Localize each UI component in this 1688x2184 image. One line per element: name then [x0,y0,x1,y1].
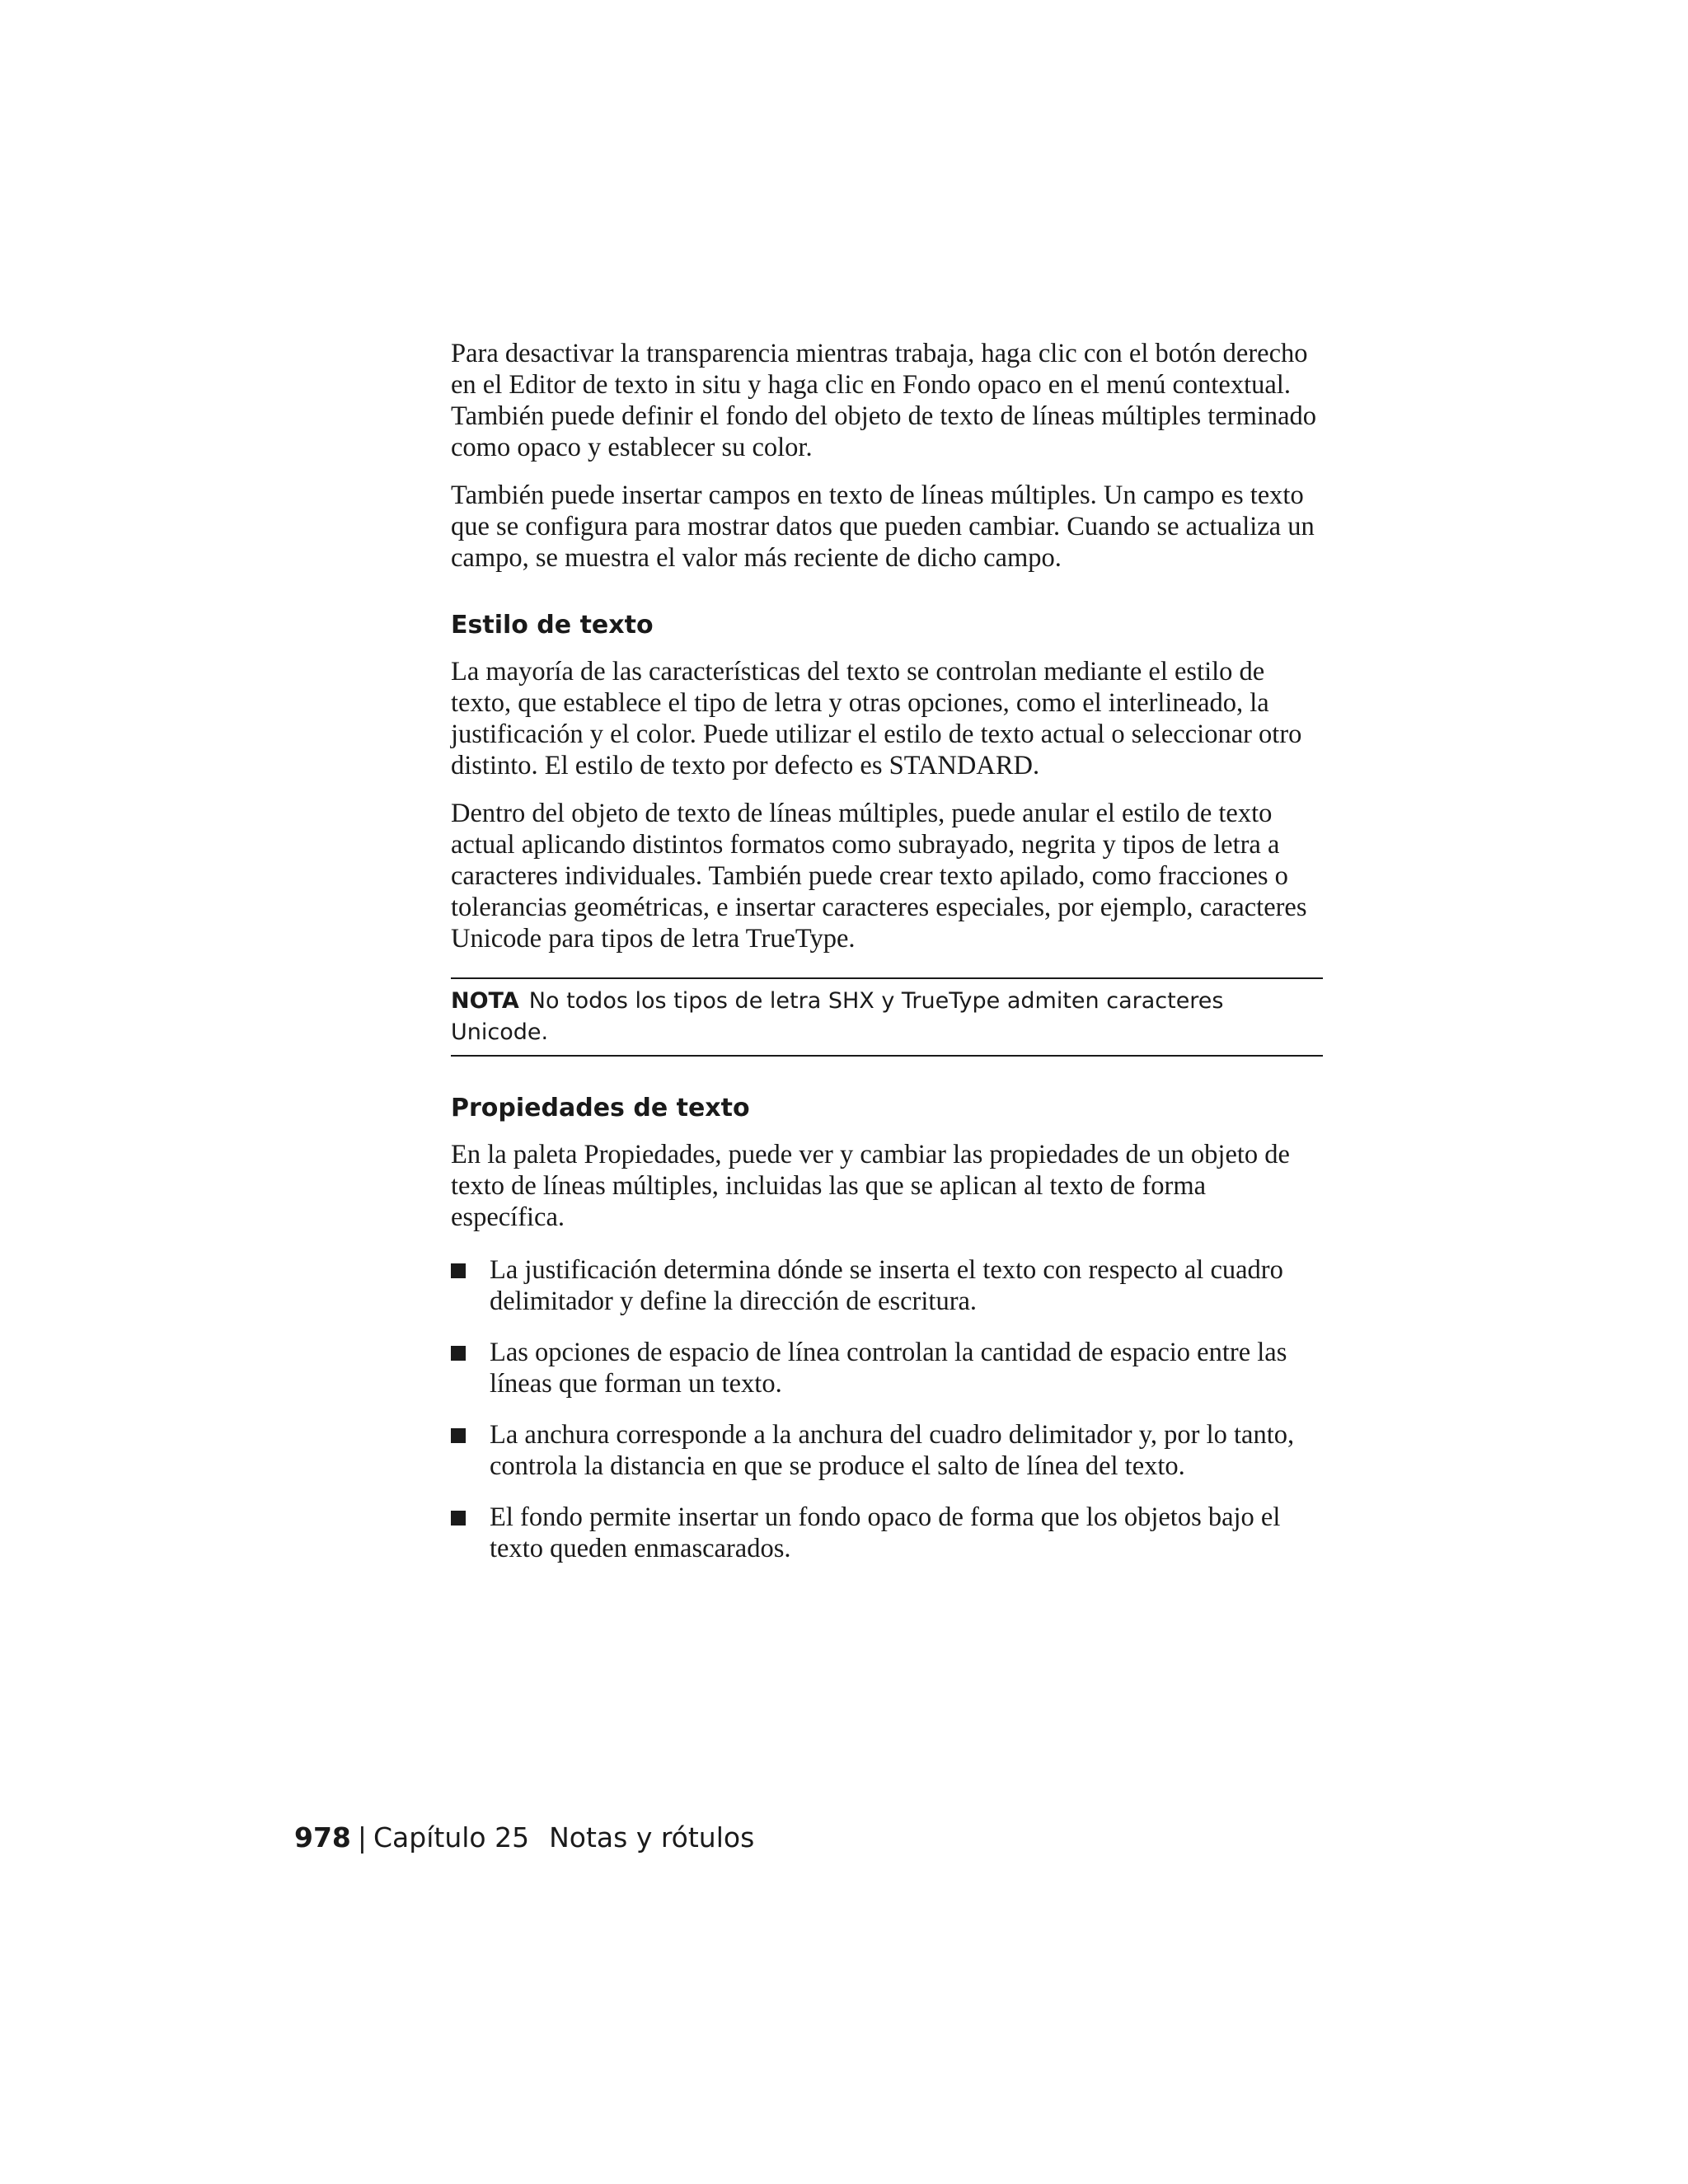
page-number: 978 [294,1821,351,1854]
square-bullet-icon [451,1428,466,1443]
footer-separator: | [357,1821,368,1854]
list-item [451,1254,1323,1317]
note-text: No todos los tipos de letra SHX y TrueType admiten caracteres Unicode. [451,988,1224,1045]
intro-paragraph-1: Para desactivar la transparencia mientras trabaja, haga clic con el botón derecho en el Editor de texto in situ y haga clic en Fondo opaco en el menú contextual. También puede definir el fondo del objeto de texto de líneas múltiples terminado como opaco y establecer su color. [451,339,1317,462]
chapter-label: Capítulo 25 [373,1821,530,1854]
list-item-text: La justificación determina dónde se inserta el texto con respecto al cuadro delimitador y define la dirección de escritura. [490,1255,1283,1316]
propiedades-paragraph: En la paleta Propiedades, puede ver y cambiar las propiedades de un objeto de texto de líneas múltiples, incluidas las que se aplican al texto de forma específica. [451,1140,1290,1232]
intro-paragraph-2: También puede insertar campos en texto de líneas múltiples. Un campo es texto que se configura para mostrar datos que pueden cambiar. Cuando se actualiza un campo, se muestra el valor más reciente de dicho campo. [451,480,1315,573]
chapter-title: Notas y rótulos [549,1821,755,1854]
page-body [451,338,1323,1584]
note-label: NOTA [451,988,519,1014]
list-item [451,1502,1323,1564]
square-bullet-icon [451,1263,466,1278]
properties-bullet-list [451,1254,1323,1564]
estilo-paragraph-1: La mayoría de las características del texto se controlan mediante el estilo de texto, que establece el tipo de letra y otras opciones, como el interlineado, la justificación y el color. Puede utilizar el estilo de texto actual o seleccionar otro distinto. El estilo de texto por defecto es STANDARD. [451,657,1302,780]
list-item [451,1419,1323,1482]
section-heading-estilo: Estilo de texto [451,611,654,640]
page-footer [294,1821,754,1854]
list-item-text: La anchura corresponde a la anchura del cuadro delimitador y, por lo tanto, controla la distancia en que se produce el salto de línea del texto. [490,1420,1295,1481]
estilo-paragraph-2: Dentro del objeto de texto de líneas múltiples, puede anular el estilo de texto actual aplicando distintos formatos como subrayado, negrita y tipos de letra a caracteres individuales. También puede crear texto apilado, como fracciones o tolerancias geométricas, e insertar caracteres especiales, por ejemplo, caracteres Unicode para tipos de letra TrueType. [451,799,1307,954]
square-bullet-icon [451,1511,466,1526]
list-item-text: El fondo permite insertar un fondo opaco de forma que los objetos bajo el texto queden enmascarados. [490,1502,1281,1563]
list-item-text: Las opciones de espacio de línea controlan la cantidad de espacio entre las líneas que forman un texto. [490,1338,1287,1399]
square-bullet-icon [451,1346,466,1361]
list-item [451,1337,1323,1399]
section-heading-propiedades: Propiedades de texto [451,1094,750,1122]
note-box [451,977,1323,1057]
